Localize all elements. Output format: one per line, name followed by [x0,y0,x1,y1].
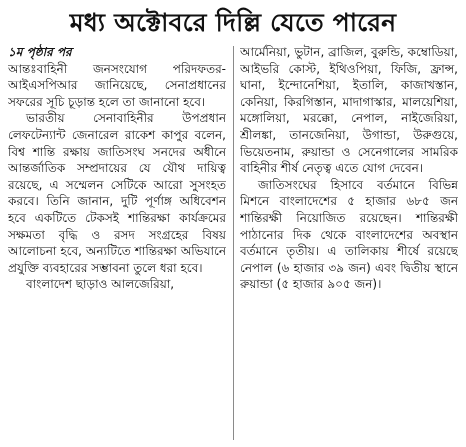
article-body [8,44,458,440]
paragraph [8,44,226,61]
paragraph: আন্তঃবাহিনী জনসংযোগ পরিদফতর-আইএসপিআর জানিয়েছে, সেনাপ্রধানের সফরের সূচি চূড়ান্ত হলে তা জানানো হবে। [8,61,226,109]
continued-marker: ১ম পৃষ্ঠার পর [8,45,72,59]
headline: মধ্য অক্টোবরে দিল্লি যেতে পারেন [69,8,397,37]
paragraph: জাতিসংঘের হিসাবে বর্তমানে বিভিন্ন মিশনে বাংলাদেশের ৫ হাজার ৬৮৫ জন শান্তিরক্ষী নিয়োজিত রয়েছেন। শান্তিরক্ষী পাঠানোর দিক থেকে বাংলাদেশের অবস্থান বর্তমানে তৃতীয়। এ তালিকায় শীর্ষে রয়েছে নেপাল (৬ হাজার ৩৯ জন) এবং দ্বিতীয় স্থানে রুয়ান্ডা (৫ হাজার ৯০৫ জন)। [240,177,458,292]
right-column [240,44,458,440]
paragraph: বাংলাদেশ ছাড়াও আলজেরিয়া, [26,277,175,292]
left-column [8,44,226,440]
paragraph: ভারতীয় সেনাবাহিনীর উপপ্রধান লেফটেন্যান্ট জেনারেল রাকেশ কাপুর বলেন, বিশ্ব শান্তি রক্ষায় জাতিসংঘ সনদের অধীনে আন্তর্জাতিক সম্প্রদায়ের যে যৌথ দায়িত্ব রয়েছে, এ সম্মেলন সেটিকে আরো সুসংহত করবে। তিনি জানান, দুটি পূর্ণাঙ্গ অধিবেশন হবে একটিতে টেকসই শান্তিরক্ষা কার্যক্রমের সক্ষমতা বৃদ্ধি ও রসদ সংগ্রহের বিষয় আলোচনা হবে, অন্যটিতে শান্তিরক্ষা অভিযানে প্রযুক্তি ব্যবহারের সম্ভাবনা তুলে ধরা হবে। [8,111,226,275]
column-divider [233,46,234,440]
paragraph: আর্মেনিয়া, ভুটান, ব্রাজিল, বুরুন্ডি, কম্বোডিয়া, আইভরি কোস্ট, ইথিওপিয়া, ফিজি, ফ্রান্স, ঘানা, ইন্দোনেশিয়া, ইতালি, কাজাখস্তান, কেনিয়া, কিরগিস্তান, মাদাগাস্কার, মালয়েশিয়া, মঙ্গোলিয়া, মরক্কো, নেপাল, নাইজেরিয়া, শ্রীলঙ্কা, তানজেনিয়া, উগান্ডা, উরুগুয়ে, ভিয়েতনাম, রুয়ান্ডা ও সেনেগালের সামরিক বাহিনীর শীর্ষ নেতৃত্ব এতে যোগ দেবেন। [240,45,458,176]
